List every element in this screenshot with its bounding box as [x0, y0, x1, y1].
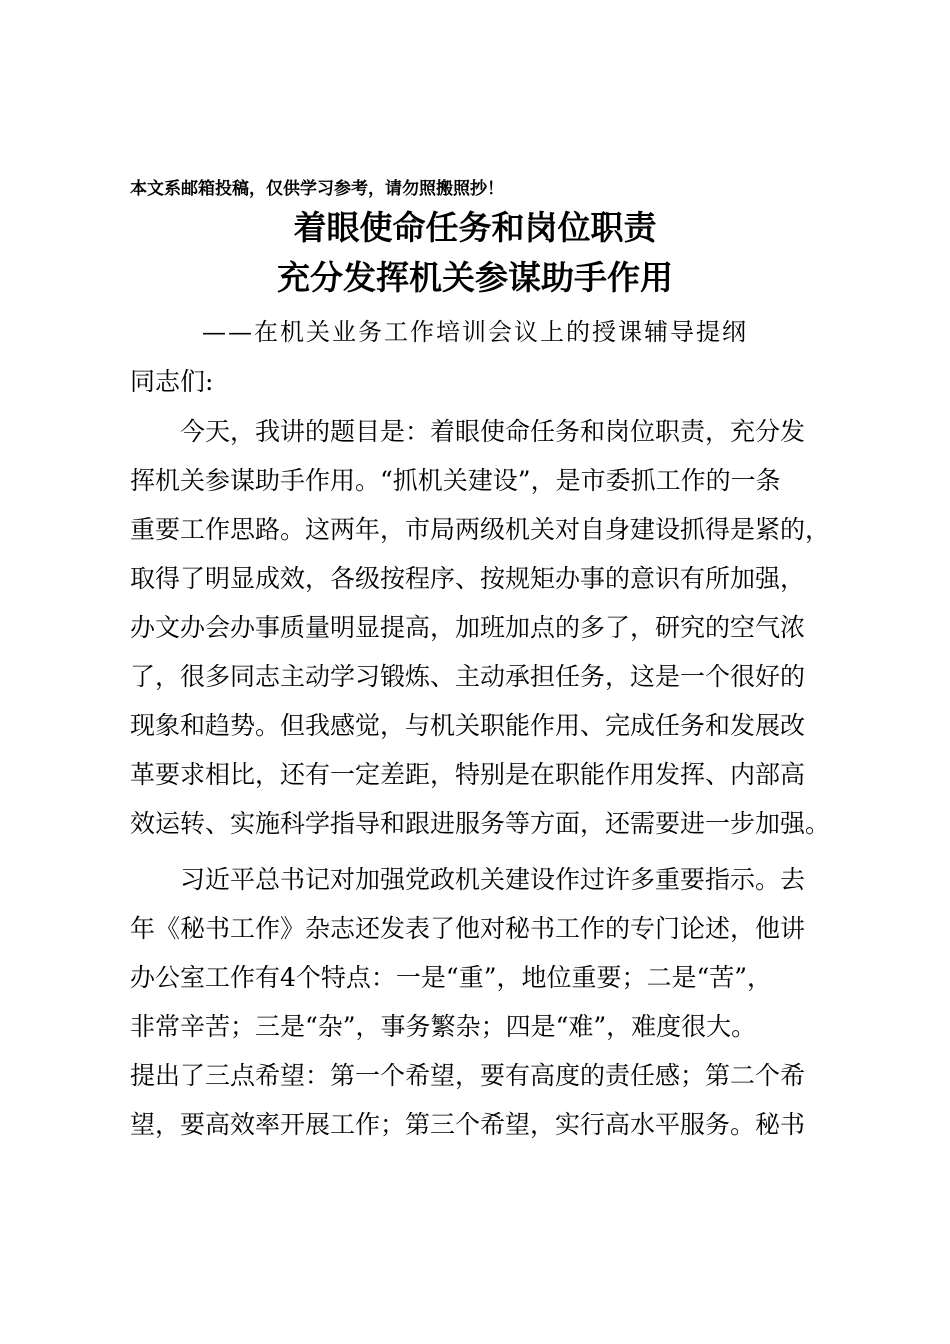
title-line-2: 充分发挥机关参谋助手作用: [277, 258, 673, 297]
paragraph-line: 效运转、实施科学指导和跟进服务等方面，还需要进一步加强。: [130, 809, 831, 838]
paragraph-line: 望，要高效率开展工作；第三个希望，实行高水平服务。秘书: [130, 1110, 806, 1139]
paragraph-line: 非常辛苦；三是“杂”，事务繁杂；四是“难”，难度很大。: [130, 1012, 757, 1041]
paragraph-line: 革要求相比，还有一定差距，特别是在职能作用发挥、内部高: [130, 760, 806, 789]
paragraph-line: 现象和趋势。但我感觉，与机关职能作用、完成任务和发展改: [130, 711, 806, 740]
salutation: 同志们:: [130, 367, 214, 396]
paragraph-line: 办公室工作有4个特点：一是“重”，地位重要；二是“苦”，: [130, 963, 773, 992]
paragraph-line: 习近平总书记对加强党政机关建设作过许多重要指示。去: [180, 865, 806, 894]
subtitle: ——在机关业务工作培训会议上的授课辅导提纲: [202, 318, 748, 346]
paragraph-line: 今天，我讲的题目是：着眼使命任务和岗位职责，充分发: [180, 417, 806, 446]
paragraph-line: 提出了三点希望：第一个希望，要有高度的责任感；第二个希: [130, 1061, 806, 1090]
paragraph-line: 年《秘书工作》杂志还发表了他对秘书工作的专门论述，他讲: [130, 914, 806, 943]
title-line-1: 着眼使命任务和岗位职责: [293, 208, 657, 247]
paragraph-line: 挥机关参谋助手作用。“抓机关建设”，是市委抓工作的一条: [130, 466, 781, 495]
paragraph-line: 重要工作思路。这两年，市局两级机关对自身建设抓得是紧的，: [130, 515, 831, 544]
paragraph-line: 了，很多同志主动学习锻炼、主动承担任务，这是一个很好的: [130, 662, 806, 691]
submission-notice: 本文系邮箱投稿，仅供学习参考，请勿照搬照抄！: [130, 179, 504, 199]
paragraph-line: 办文办会办事质量明显提高，加班加点的多了，研究的空气浓: [130, 613, 806, 642]
paragraph-line: 取得了明显成效，各级按程序、按规矩办事的意识有所加强，: [130, 564, 806, 593]
